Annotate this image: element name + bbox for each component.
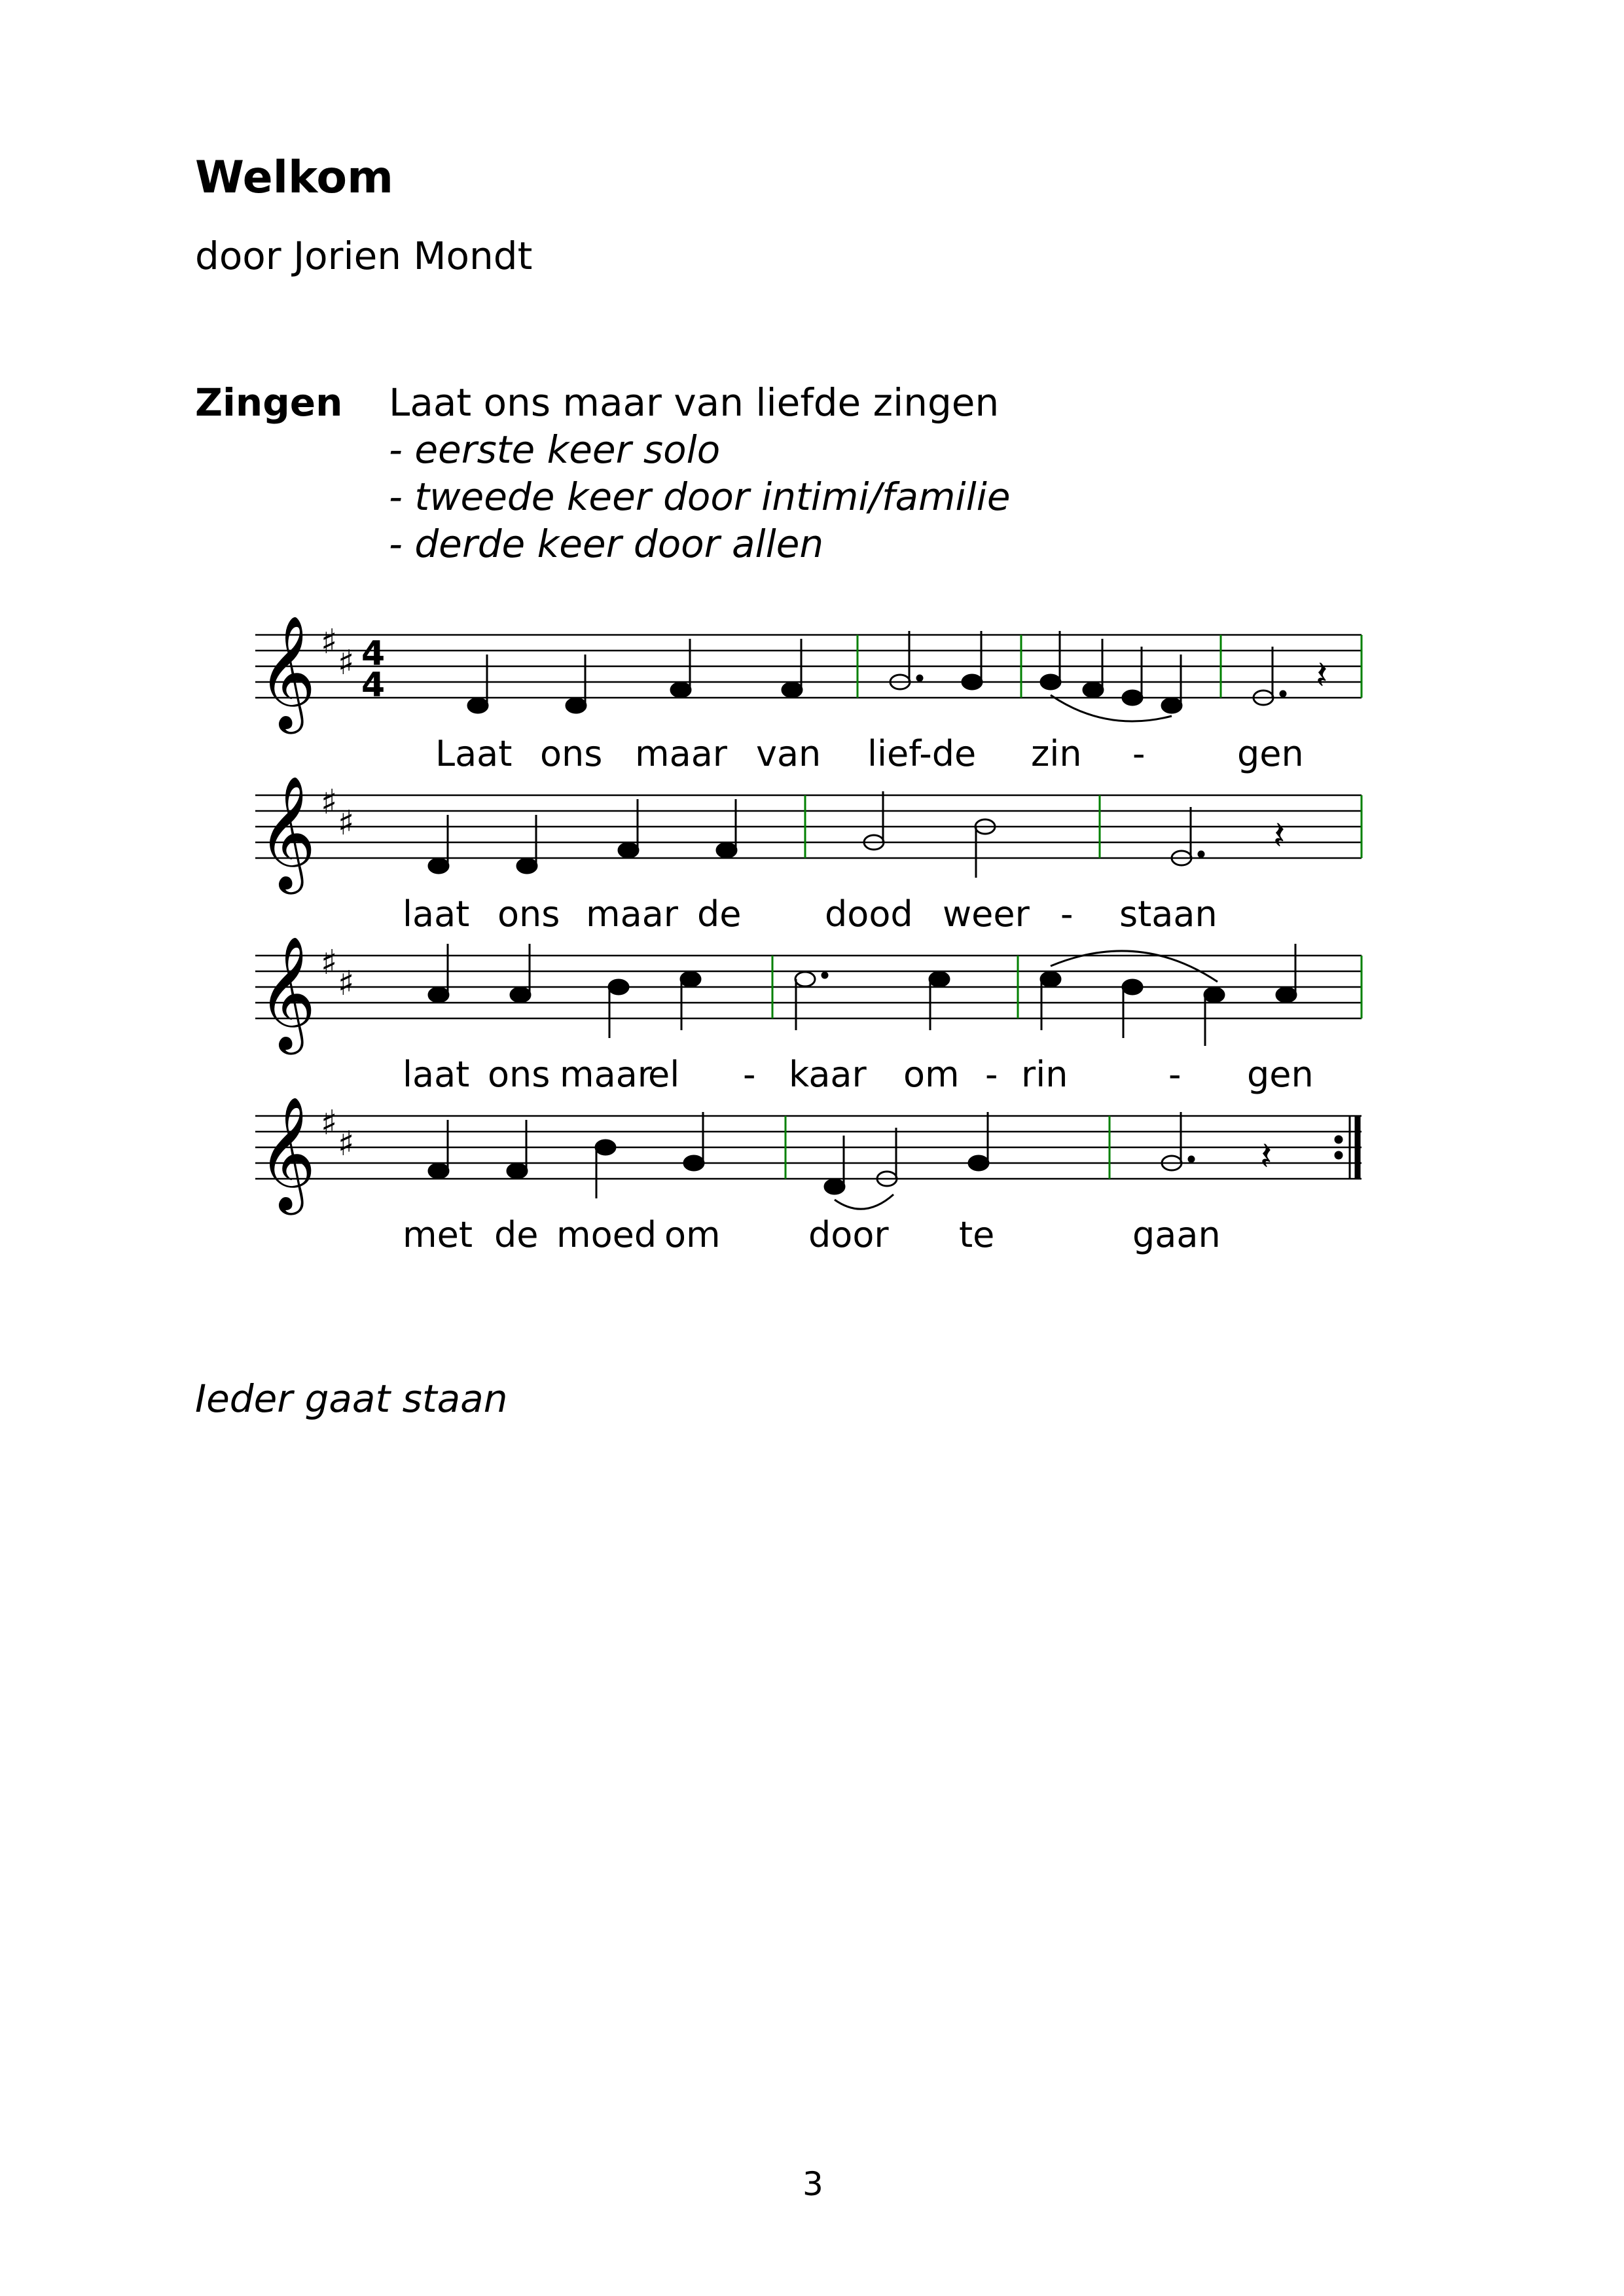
svg-text:-: - <box>743 1054 756 1095</box>
sharp-icon: ♯ <box>338 964 355 1003</box>
staff-lines <box>255 635 1362 698</box>
svg-text:gaan: gaan <box>1132 1214 1221 1255</box>
svg-text:ons: ons <box>488 1054 550 1095</box>
svg-text:de: de <box>697 893 742 935</box>
sharp-icon: ♯ <box>338 1124 355 1164</box>
time-signature: 4 <box>361 666 386 705</box>
svg-text:laat: laat <box>403 1054 470 1095</box>
lyrics-line-4 <box>403 1214 1221 1255</box>
staff-lines <box>255 1116 1362 1179</box>
svg-text:zin: zin <box>1031 733 1082 774</box>
svg-text:te: te <box>959 1214 995 1255</box>
staff-4 <box>255 1096 1362 1255</box>
treble-clef-icon: 𝄞 <box>258 776 316 889</box>
rest-icon: 𝄽 <box>1273 813 1286 859</box>
svg-text:weer: weer <box>943 893 1030 935</box>
svg-text:gen: gen <box>1247 1054 1314 1095</box>
instruction-line: - tweede keer door intimi/familie <box>389 475 1011 519</box>
svg-text:kaar: kaar <box>789 1054 867 1095</box>
song-title: Laat ons maar van liefde zingen <box>389 380 1000 425</box>
lyrics-line-1 <box>435 733 1304 774</box>
treble-clef-icon: 𝄞 <box>258 1096 316 1210</box>
page-number: 3 <box>803 2165 823 2203</box>
sharp-icon: ♯ <box>338 643 355 683</box>
svg-text:maar: maar <box>635 733 727 774</box>
svg-text:rin: rin <box>1021 1054 1068 1095</box>
svg-text:dood: dood <box>825 893 913 935</box>
instruction-line: - eerste keer solo <box>389 427 721 472</box>
sheet-music <box>255 602 1368 1257</box>
notes <box>429 1112 1342 1209</box>
closing-instruction: Ieder gaat staan <box>195 1376 508 1421</box>
svg-text:om: om <box>664 1214 721 1255</box>
svg-text:gen: gen <box>1237 733 1304 774</box>
sharp-icon: ♯ <box>321 622 338 662</box>
notes <box>468 631 1286 721</box>
time-signature: 4 <box>361 634 386 673</box>
svg-text:ons: ons <box>497 893 560 935</box>
svg-text:van: van <box>756 733 821 774</box>
svg-text:maar: maar <box>586 893 678 935</box>
instruction-line: - derde keer door allen <box>389 522 824 566</box>
staff-1 <box>255 615 1362 774</box>
rest-icon: 𝄽 <box>1316 653 1328 698</box>
sharp-icon: ♯ <box>321 943 338 982</box>
notes <box>429 944 1296 1046</box>
svg-text:staan: staan <box>1119 893 1218 935</box>
staff-lines <box>255 956 1362 1018</box>
svg-text:el: el <box>648 1054 680 1095</box>
svg-text:-: - <box>1060 893 1074 935</box>
svg-text:de: de <box>494 1214 539 1255</box>
staff-2 <box>255 776 1362 935</box>
section-heading: Welkom <box>195 152 393 204</box>
svg-text:maar: maar <box>560 1054 652 1095</box>
rest-icon: 𝄽 <box>1260 1134 1272 1179</box>
svg-text:Laat: Laat <box>435 733 513 774</box>
svg-text:lief-de: lief-de <box>867 733 977 774</box>
svg-text:-: - <box>1168 1054 1182 1095</box>
sharp-icon: ♯ <box>321 1103 338 1143</box>
svg-text:om: om <box>903 1054 960 1095</box>
svg-text:-: - <box>1132 733 1146 774</box>
staff-lines <box>255 795 1362 858</box>
svg-text:ons: ons <box>540 733 603 774</box>
lyrics-line-2 <box>403 893 1218 935</box>
treble-clef-icon: 𝄞 <box>258 615 316 729</box>
svg-text:door: door <box>808 1214 889 1255</box>
notes <box>429 791 1204 878</box>
sharp-icon: ♯ <box>321 783 338 822</box>
singing-label: Zingen <box>195 380 343 425</box>
lyrics-line-3 <box>403 1054 1314 1095</box>
byline: door Jorien Mondt <box>195 234 533 278</box>
svg-text:met: met <box>403 1214 473 1255</box>
svg-text:-: - <box>985 1054 998 1095</box>
svg-text:laat: laat <box>403 893 470 935</box>
svg-text:moed: moed <box>556 1214 657 1255</box>
staff-3 <box>255 936 1362 1095</box>
treble-clef-icon: 𝄞 <box>258 936 316 1050</box>
sharp-icon: ♯ <box>338 804 355 843</box>
